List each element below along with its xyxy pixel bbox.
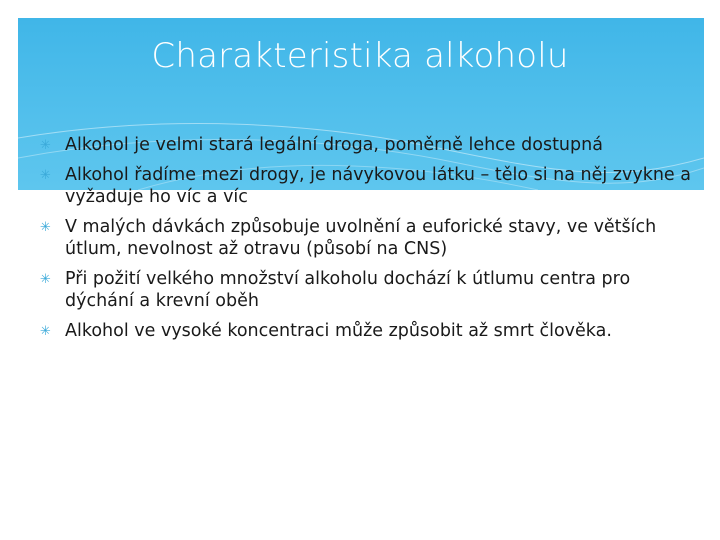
bullet-item [40, 134, 700, 156]
asterisk-icon: ✳ [40, 220, 51, 235]
bullet-list [40, 134, 700, 342]
asterisk-icon: ✳ [40, 138, 51, 153]
bullet-text: Alkohol ve vysoké koncentraci může způsobit až smrt člověka. [65, 321, 612, 341]
bullet-item [40, 164, 700, 208]
asterisk-icon: ✳ [40, 272, 51, 287]
bullet-item [40, 216, 700, 260]
asterisk-icon: ✳ [40, 168, 51, 183]
bullet-text: V malých dávkách způsobuje uvolnění a euforické stavy, ve větších útlum, nevolnost až otravu (působí na CNS) [65, 217, 657, 259]
bullet-item [40, 268, 700, 312]
asterisk-icon: ✳ [40, 324, 51, 339]
bullet-text: Alkohol je velmi stará legální droga, poměrně lehce dostupná [65, 135, 603, 155]
bullet-text: Při požití velkého množství alkoholu dochází k útlumu centra pro dýchání a krevní oběh [65, 269, 631, 311]
bullet-item [40, 320, 700, 342]
slide-title: Charakteristika alkoholu [151, 36, 569, 76]
bullet-text: Alkohol řadíme mezi drogy, je návykovou látku – tělo si na něj zvykne a vyžaduje ho víc a víc [65, 165, 691, 207]
